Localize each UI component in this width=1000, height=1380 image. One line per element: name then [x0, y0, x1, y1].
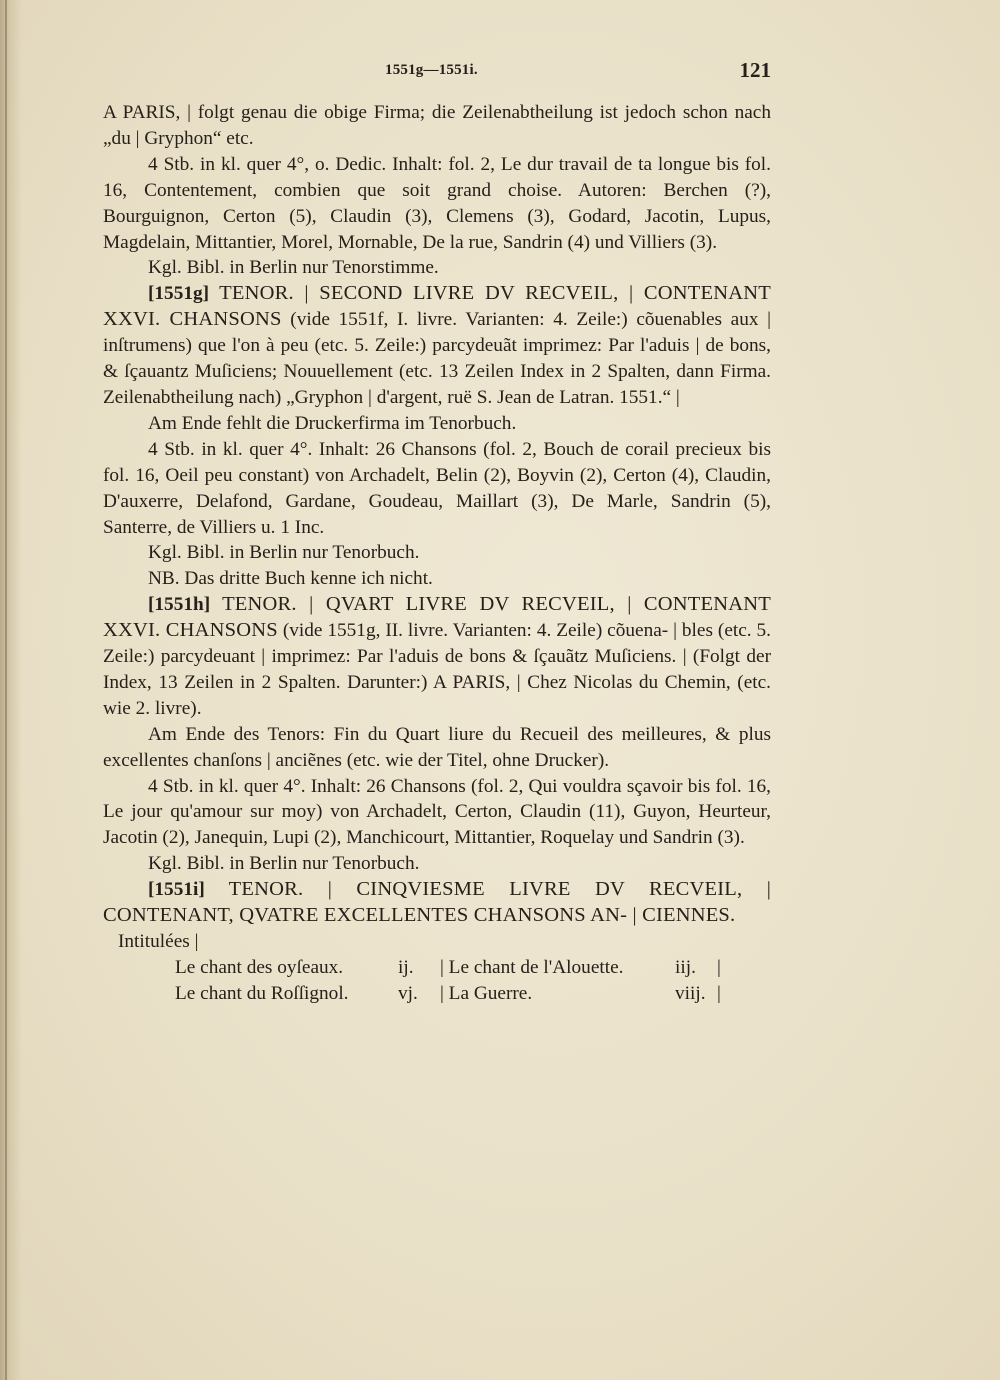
- entry-paragraph: [103, 281, 771, 411]
- entry-paragraph: [103, 437, 771, 541]
- paragraph-text: A PARIS, | folgt genau die obige Firma; die Zeilenabtheilung ist jedoch schon nach „du | Gryphon“ etc.: [103, 102, 771, 149]
- gutter-edge: [5, 0, 7, 1380]
- line-separator: |: [717, 982, 721, 1004]
- index-row: [103, 955, 771, 981]
- entry-paragraph: [103, 851, 771, 877]
- binding-gutter: [0, 0, 22, 1380]
- paragraph-text: Kgl. Bibl. in Berlin nur Tenorbuch.: [148, 542, 420, 564]
- entry-paragraph: [103, 152, 771, 256]
- entry-paragraph: [103, 877, 771, 929]
- paragraph-text: NB. Das dritte Buch kenne ich nicht.: [148, 568, 433, 590]
- song-title: | Le chant de l'Alouette.: [440, 956, 624, 978]
- entry-tag: [1551g]: [148, 283, 210, 305]
- paragraph-text: 4 Stb. in kl. quer 4°. Inhalt: 26 Chansons (fol. 2, Qui vouldra sçavoir bis fol. 16, Le jour qu'amour sur moy) von Archadelt, Certon, Claudin (11), Guyon, Heurteur, Jacotin (2), Janequin, Lupi (2), Manchicourt, Mittantier, Roquelay und Sandrin (3).: [103, 775, 771, 849]
- song-folio: iij.: [675, 956, 696, 978]
- paragraph-text: Am Ende des Tenors: Fin du Quart liure du Recueil des meilleures, & plus excellentes chanſons | anciẽnes (etc. wie der Titel, ohne Drucker).: [103, 723, 771, 771]
- entry-title: TENOR. | CINQVIESME LIVRE DV RECVEIL, | CONTENANT, QVATRE EXCELLENTES CHANSONS AN- | CIENNES.: [103, 878, 771, 927]
- paragraph-text: Kgl. Bibl. in Berlin nur Tenorstimme.: [148, 257, 439, 279]
- song-title: Le chant du Roſſignol.: [175, 982, 349, 1004]
- paragraph-text: (vide 1551g, II. livre. Varianten: 4. Zeile) cõuena- | bles (etc. 5. Zeile:) parcydeuant | imprimez: Par l'aduis de bons & ſçauãtz Muſiciens. | (Folgt der Index, 13 Zeilen in 2 Spalten. Darunter:) A PARIS, | Chez Nicolas du Chemin, (etc. wie 2. livre).: [103, 620, 771, 719]
- song-folio: vj.: [398, 982, 418, 1004]
- entry-tag: [1551i]: [148, 879, 205, 901]
- entry-paragraph: [103, 255, 771, 281]
- entry-paragraph: [103, 411, 771, 437]
- entry-paragraph: [103, 592, 771, 722]
- song-title: | La Guerre.: [440, 982, 533, 1004]
- song-folio: ij.: [398, 956, 414, 978]
- entry-subtitle: Intitulées |: [118, 931, 199, 952]
- entry-title: TENOR. | SECOND LIVRE DV RECVEIL, | CONTENANT XXVI. CHANSONS: [103, 282, 771, 331]
- index-row: [103, 981, 771, 1007]
- song-folio: viij.: [675, 982, 706, 1004]
- entry-paragraph: [103, 566, 771, 592]
- running-head: [103, 58, 771, 84]
- paragraph-text: (vide 1551f, I. livre. Varianten: 4. Zeile:) cõuenables aux | inſtrumens) que l'on à peu (etc. 5. Zeile:) parcydeuãt imprimez: Par l'aduis | de bons, & ſçauantz Muſiciens; Nouuellement (etc. 13 Zeilen Index in 2 Spalten, dann Firma. Zeilenabtheilung nach) „Gryphon | d'argent, ruë S. Jean de Latran. 1551.“ |: [103, 309, 771, 408]
- song-title: Le chant des oyſeaux.: [175, 956, 344, 978]
- page-number: 121: [739, 58, 771, 82]
- entry-paragraph: [103, 540, 771, 566]
- text-block: [103, 100, 771, 1007]
- paragraph-text: 4 Stb. in kl. quer 4°. Inhalt: 26 Chansons (fol. 2, Bouch de corail precieux bis fol. 16, Oeil peu constant) von Archadelt, Belin (2), Boyvin (2), Certon (4), Claudin, D'auxerre, Delafond, Gardane, Goudeau, Maillart (3), De Marle, Sandrin (5), Santerre, de Villiers u. 1 Inc.: [103, 438, 771, 538]
- line-separator: |: [717, 956, 721, 978]
- song-index: [103, 955, 771, 1007]
- entry-range: 1551g—1551i.: [385, 62, 478, 78]
- paragraph-text: Am Ende fehlt die Druckerfirma im Tenorbuch.: [148, 412, 517, 434]
- paragraph-text: Kgl. Bibl. in Berlin nur Tenorbuch.: [148, 853, 420, 875]
- entry-paragraph: [103, 774, 771, 852]
- paragraph-text: 4 Stb. in kl. quer 4°, o. Dedic. Inhalt: fol. 2, Le dur travail de ta longue bis fol. 16, Contentement, combien que soit grand choise. Autoren: Berchen (?), Bourguignon, Certon (5), Claudin (3), Clemens (3), Godard, Jacotin, Lupus, Magdelain, Mittantier, Morel, Mornable, De la rue, Sandrin (4) und Villiers (3).: [103, 153, 771, 253]
- entry-paragraph: [103, 722, 771, 774]
- entry-paragraph: [103, 100, 771, 152]
- entry-title: TENOR. | QVART LIVRE DV RECVEIL, | CONTENANT XXVI. CHANSONS: [103, 593, 771, 642]
- entry-tag: [1551h]: [148, 594, 211, 616]
